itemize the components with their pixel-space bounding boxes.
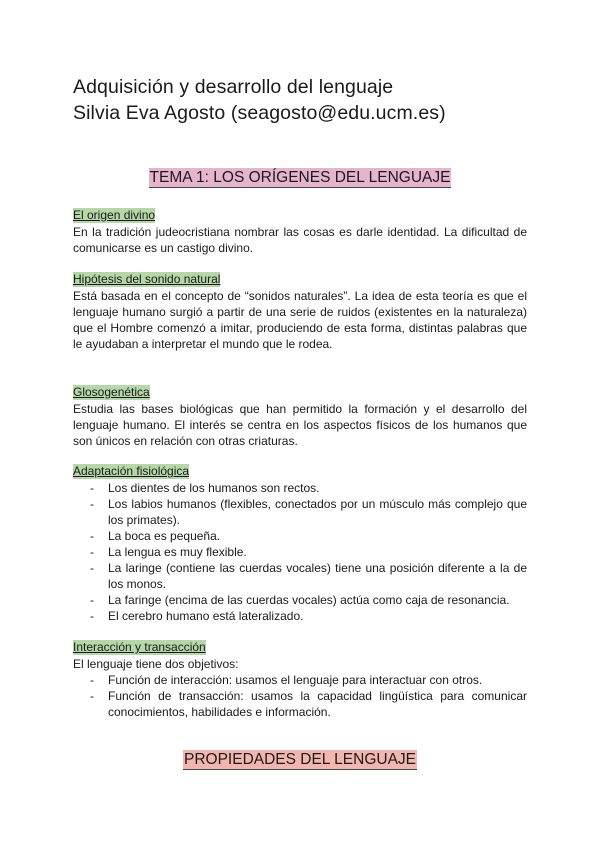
section-heading-text: TEMA 1: LOS ORÍGENES DEL LENGUAJE	[149, 169, 451, 186]
interaccion-list	[73, 672, 527, 720]
list-item	[73, 496, 527, 528]
dash-bullet: -	[90, 497, 94, 511]
subsection-adaptacion	[73, 462, 527, 624]
subsection-text: Estudia las bases biológicas que han permitido la formación y el desarrollo del lenguaje humano. El interés se centra en los aspectos físicos de los humanos que son únicos en relación con otras criaturas.	[73, 402, 527, 448]
list-item	[73, 608, 527, 624]
subsection-title: Adaptación fisiológica	[73, 464, 190, 478]
subsection-text: En la tradición judeocristiana nombrar las cosas es darle identidad. La dificultad de comunicarse es un castigo divino.	[73, 225, 527, 255]
section-heading-text: PROPIEDADES DEL LENGUAJE	[184, 751, 416, 768]
dash-bullet: -	[90, 561, 94, 575]
dash-bullet: -	[90, 481, 94, 495]
dash-bullet: -	[90, 529, 94, 543]
list-item	[73, 688, 527, 720]
list-item	[73, 672, 527, 688]
list-item	[73, 560, 527, 592]
list-item-text: Función de interacción: usamos el lenguaje para interactuar con otros.	[108, 673, 483, 687]
dash-bullet: -	[90, 609, 94, 623]
subsection-title: El origen divino	[73, 208, 156, 222]
list-item-text: La boca es pequeña.	[108, 529, 221, 543]
subsection-title: Interacción y transacción	[73, 640, 206, 654]
subsection-intro: El lenguaje tiene dos objetivos:	[73, 657, 239, 671]
list-item	[73, 480, 527, 496]
dash-bullet: -	[90, 593, 94, 607]
section-heading-tema1	[0, 169, 600, 187]
title-line-course: Adquisición y desarrollo del lenguaje	[73, 76, 394, 98]
dash-bullet: -	[90, 689, 94, 703]
list-item-text: Función de transacción: usamos la capacidad lingüística para comunicar conocimientos, habilidades e información.	[108, 689, 527, 719]
subsection-origen-divino	[73, 206, 527, 256]
list-item-text: La lengua es muy flexible.	[108, 545, 247, 559]
adaptacion-list	[73, 480, 527, 624]
dash-bullet: -	[90, 545, 94, 559]
list-item-text: Los dientes de los humanos son rectos.	[108, 481, 320, 495]
document-title	[73, 74, 446, 126]
subsection-glosogenetica	[73, 383, 527, 449]
subsection-title: Hipótesis del sonido natural	[73, 272, 221, 286]
title-line-author: Silvia Eva Agosto (seagosto@edu.ucm.es)	[73, 102, 446, 124]
list-item-text: El cerebro humano está lateralizado.	[108, 609, 304, 623]
list-item-text: La faringe (encima de las cuerdas vocales) actúa como caja de resonancia.	[108, 593, 510, 607]
section-heading-propiedades	[0, 751, 600, 769]
list-item-text: La laringe (contiene las cuerdas vocales) tiene una posición diferente a la de los monos.	[108, 561, 527, 591]
list-item	[73, 528, 527, 544]
list-item-text: Los labios humanos (flexibles, conectados por un músculo más complejo que los primates).	[108, 497, 527, 527]
list-item	[73, 544, 527, 560]
subsection-sonido-natural	[73, 270, 527, 352]
subsection-interaccion	[73, 638, 527, 720]
list-item	[73, 592, 527, 608]
dash-bullet: -	[90, 673, 94, 687]
subsection-title: Glosogenética	[73, 385, 150, 399]
subsection-text: Está basada en el concepto de “sonidos naturales”. La idea de esta teoría es que el lenguaje humano surgió a partir de una serie de ruidos (existentes en la naturaleza) que el Hombre comenzó a imitar, produciendo de esta forma, distintas palabras que le ayudaban a interpretar el mundo que le rodea.	[73, 289, 527, 351]
